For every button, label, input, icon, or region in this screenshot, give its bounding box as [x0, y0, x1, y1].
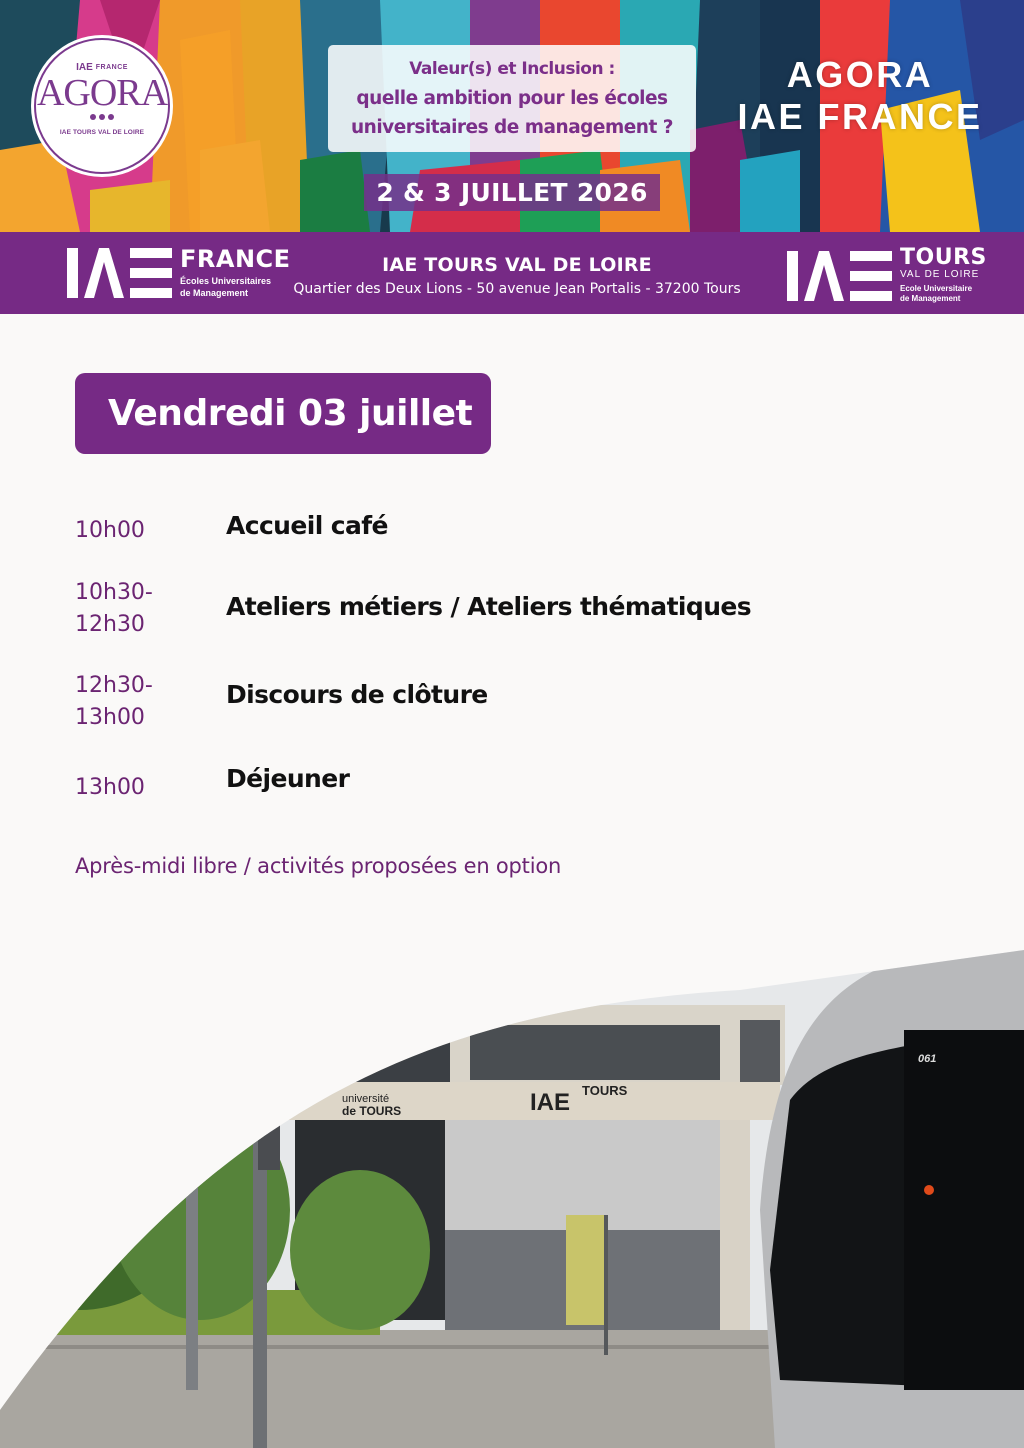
iae-france-sub-2: de Management: [180, 288, 249, 298]
venue-info-bar: [0, 232, 1024, 314]
mini-logo-mark: IAE: [76, 62, 93, 73]
theme-line-3: universitaires de management ?: [350, 117, 673, 138]
schedule-activity: Discours de clôture: [226, 680, 488, 709]
schedule-time: [75, 577, 153, 641]
time-line-1: 13h00: [75, 775, 145, 800]
time-line-2: 13h00: [75, 705, 145, 730]
iae-logo-mark-icon: [67, 248, 172, 298]
hero-banner: [0, 0, 1024, 232]
time-line-1: 10h30-: [75, 580, 153, 605]
campus-building-photo: [0, 950, 1024, 1448]
time-line-1: 12h30-: [75, 673, 153, 698]
agora-wordmark: AGORA: [36, 72, 168, 114]
three-dots-icon: [90, 114, 114, 120]
time-line-1: 10h00: [75, 518, 145, 543]
schedule-activity: Ateliers métiers / Ateliers thématiques: [226, 592, 752, 621]
theme-line-1: Valeur(s) et Inclusion :: [409, 59, 615, 79]
day-heading: Vendredi 03 juillet: [75, 373, 491, 454]
schedule-time: [75, 670, 153, 734]
agora-logo-badge: [34, 38, 170, 174]
badge-subtitle: IAE TOURS VAL DE LOIRE: [59, 129, 145, 136]
event-title-line-1: AGORA: [786, 54, 934, 95]
iae-france-word: FRANCE: [180, 245, 291, 273]
event-dates: 2 & 3 JUILLET 2026: [364, 174, 660, 211]
event-title: [720, 54, 1000, 138]
venue-address: Quartier des Deux Lions - 50 avenue Jean Portalis - 37200 Tours: [293, 281, 741, 297]
iae-france-logo: [67, 247, 291, 299]
iae-tours-region: VAL DE LOIRE: [900, 269, 980, 280]
theme-box: [328, 45, 696, 152]
schedule-time: [75, 772, 145, 804]
iae-tours-sub-2: de Management: [900, 294, 961, 303]
svg-text:IAE: IAE: [530, 1089, 571, 1116]
iae-france-sub-1: Écoles Universitaires: [180, 276, 272, 286]
svg-text:de TOURS: de TOURS: [342, 1104, 402, 1118]
schedule-activity: Déjeuner: [226, 764, 350, 793]
svg-text:061: 061: [918, 1053, 937, 1065]
svg-text:TOURS: TOURS: [582, 1083, 628, 1098]
theme-line-2: quelle ambition pour les écoles: [356, 88, 668, 109]
schedule-time: [75, 515, 145, 547]
schedule-activity: Accueil café: [226, 511, 388, 540]
time-line-2: 12h30: [75, 612, 145, 637]
iae-tours-logo: [787, 247, 987, 304]
iae-logo-mark-icon: [787, 251, 892, 301]
iae-tours-word: TOURS: [900, 245, 987, 270]
venue-name: IAE TOURS VAL DE LOIRE: [382, 254, 652, 276]
venue-block: [270, 252, 764, 300]
iae-tours-sub-1: Ecole Universitaire: [900, 284, 973, 293]
event-title-line-2: IAE FRANCE: [737, 96, 983, 137]
university-sign-text: université: [342, 1093, 390, 1105]
afternoon-note: Après-midi libre / activités proposées en option: [75, 854, 562, 878]
mini-logo-word: FRANCE: [95, 64, 128, 71]
building-and-tram-illustration: [0, 950, 1024, 1448]
